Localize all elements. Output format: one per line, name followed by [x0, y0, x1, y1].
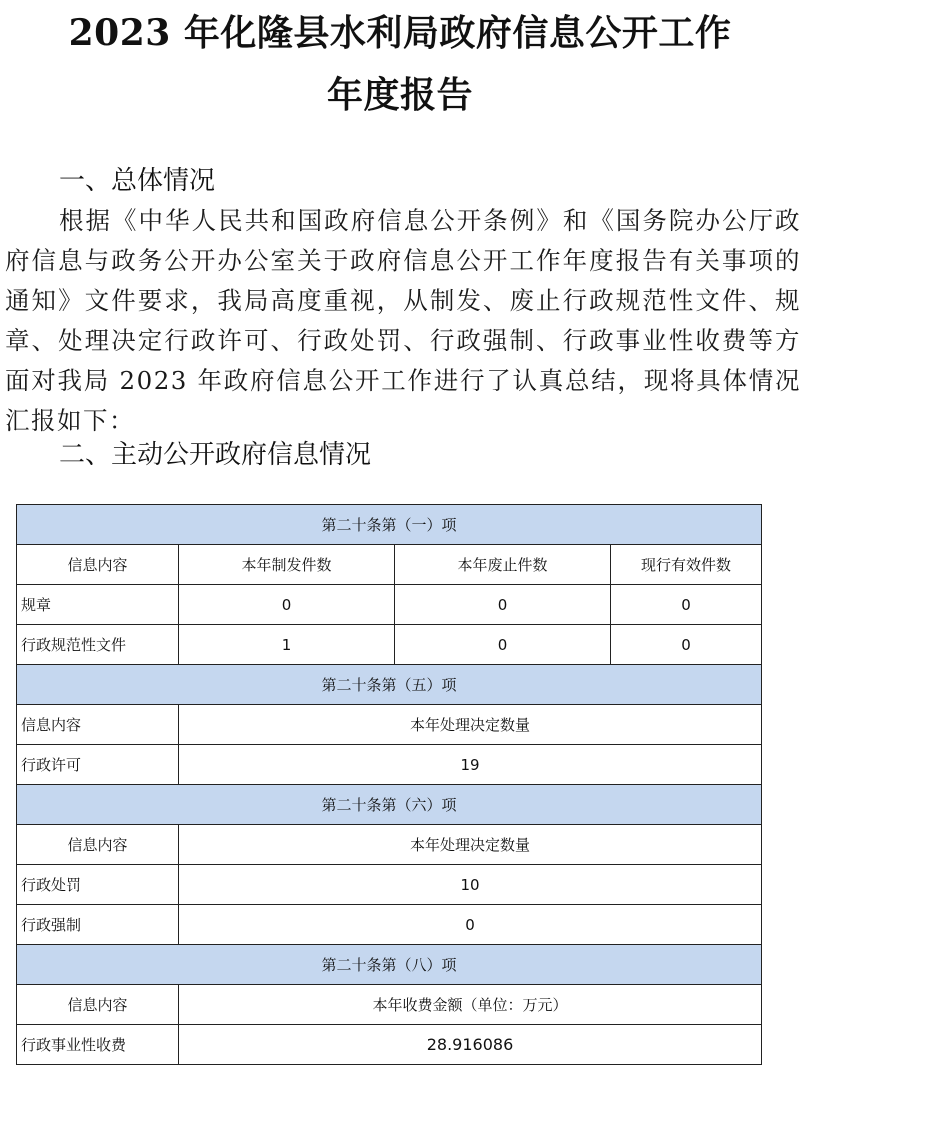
- cell-value: 0: [395, 625, 611, 665]
- column-header-issued-count: 本年制发件数: [179, 545, 395, 585]
- disclosure-table: [16, 504, 762, 1065]
- table-header-row: [17, 985, 762, 1025]
- table-row: [17, 745, 762, 785]
- section-heading-proactive-disclosure: 二、主动公开政府信息情况: [59, 440, 372, 470]
- table-row: [17, 1025, 762, 1065]
- column-header-decision-count: 本年处理决定数量: [179, 705, 762, 745]
- cell-value: 10: [179, 865, 762, 905]
- section-title-art20-8: 第二十条第（八）项: [17, 945, 762, 985]
- cell-value: 0: [611, 625, 762, 665]
- table-header-row: [17, 545, 762, 585]
- table-section-header-row: [17, 945, 762, 985]
- disclosure-table-container: [16, 504, 761, 1065]
- row-label: 行政许可: [17, 745, 179, 785]
- section-title-art20-1: 第二十条第（一）项: [17, 505, 762, 545]
- table-row: [17, 625, 762, 665]
- table-section-header-row: [17, 785, 762, 825]
- row-label: 行政强制: [17, 905, 179, 945]
- row-label: 规章: [17, 585, 179, 625]
- column-header-fee-amount: 本年收费金额（单位：万元）: [179, 985, 762, 1025]
- row-label: 行政规范性文件: [17, 625, 179, 665]
- table-row: [17, 585, 762, 625]
- cell-value: 0: [179, 585, 395, 625]
- cell-value: 0: [395, 585, 611, 625]
- column-header-info-content: 信息内容: [17, 545, 179, 585]
- section-title-art20-6: 第二十条第（六）项: [17, 785, 762, 825]
- table-header-row: [17, 705, 762, 745]
- cell-value: 19: [179, 745, 762, 785]
- cell-value: 1: [179, 625, 395, 665]
- section-title-art20-5: 第二十条第（五）项: [17, 665, 762, 705]
- report-title-line-1: 2023 年化隆县水利局政府信息公开工作: [68, 12, 732, 54]
- overview-paragraph: 根据《中华人民共和国政府信息公开条例》和《国务院办公厅政府信息与政务公开办公室关于政府信息公开工作年度报告有关事项的通知》文件要求，我局高度重视，从制发、废止行政规范性文件、规章、处理决定行政许可、行政处罚、行政强制、行政事业性收费等方面对我局 2023 年政府信息公开工作进行了认真总结，现将具体情况汇报如下：: [5, 206, 801, 435]
- column-header-abolished-count: 本年废止件数: [395, 545, 611, 585]
- table-row: [17, 905, 762, 945]
- table-row: [17, 865, 762, 905]
- column-header-info-content: 信息内容: [17, 705, 179, 745]
- section-heading-overview: 一、总体情况: [59, 166, 216, 196]
- report-title-line-2: 年度报告: [326, 74, 473, 116]
- cell-value: 28.916086: [179, 1025, 762, 1065]
- table-section-header-row: [17, 505, 762, 545]
- cell-value: 0: [611, 585, 762, 625]
- table-header-row: [17, 825, 762, 865]
- column-header-info-content: 信息内容: [17, 825, 179, 865]
- row-label: 行政事业性收费: [17, 1025, 179, 1065]
- column-header-decision-count: 本年处理决定数量: [179, 825, 762, 865]
- column-header-info-content: 信息内容: [17, 985, 179, 1025]
- table-section-header-row: [17, 665, 762, 705]
- column-header-valid-count: 现行有效件数: [611, 545, 762, 585]
- cell-value: 0: [179, 905, 762, 945]
- row-label: 行政处罚: [17, 865, 179, 905]
